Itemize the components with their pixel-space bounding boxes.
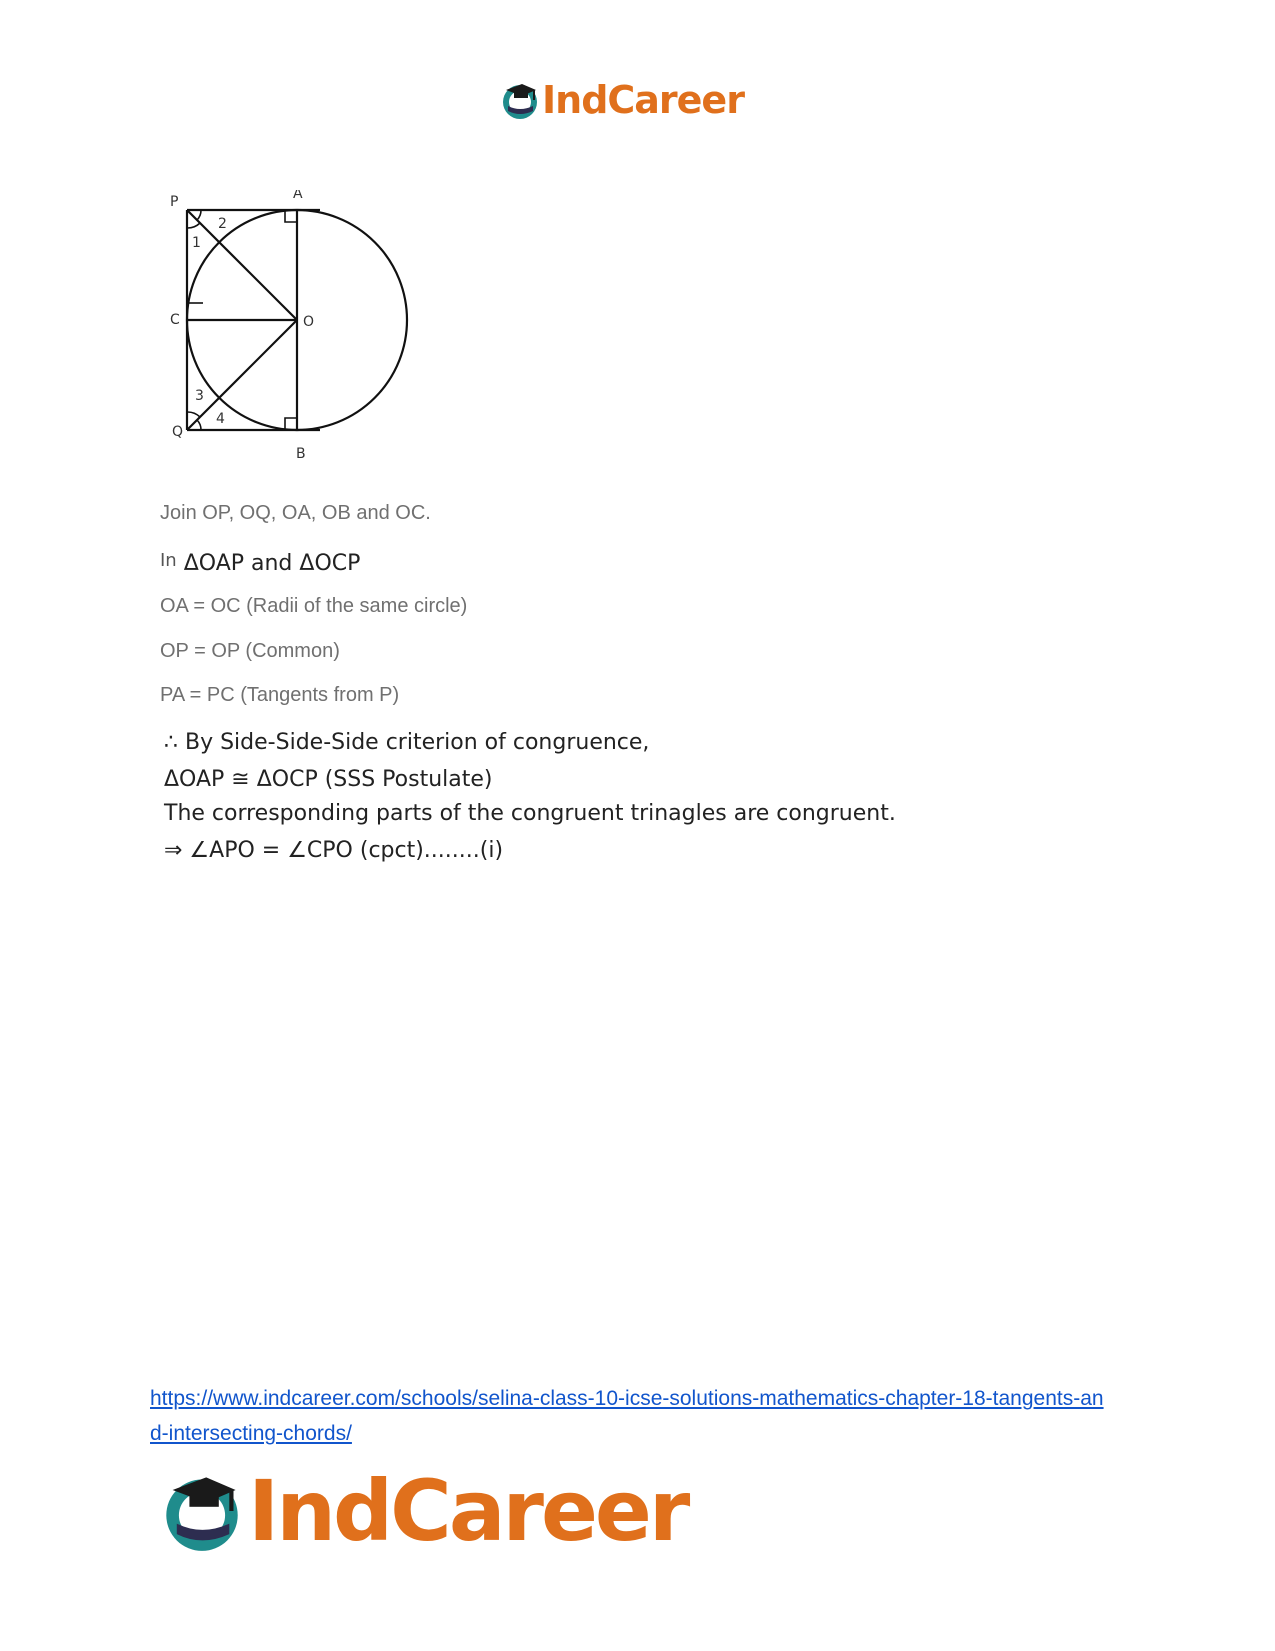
label-C: C [170, 312, 180, 328]
angle-arc-2 [197, 210, 201, 220]
right-angle-A [285, 210, 297, 222]
logo-wordmark: IndCareer [248, 1462, 688, 1560]
label-B: B [296, 446, 306, 462]
right-angle-B [285, 418, 297, 430]
label-angle-2: 2 [218, 216, 227, 232]
segment-OP [187, 210, 297, 320]
angle-arc-1 [187, 223, 200, 228]
proof-result: ⇒ ∠APO = ∠CPO (cpct)........(i) [164, 838, 504, 863]
label-angle-1: 1 [192, 235, 201, 251]
label-P: P [170, 194, 179, 210]
segment-OQ [187, 320, 297, 430]
label-angle-3: 3 [195, 388, 204, 404]
proof-step-1: OA = OC (Radii of the same circle) [160, 595, 468, 617]
proof-therefore: ∴ By Side-Side-Side criterion of congruence, [164, 730, 650, 755]
label-angle-4: 4 [216, 411, 225, 427]
angle-arc-4 [197, 420, 201, 430]
proof-in-prefix: In [160, 550, 177, 571]
graduation-cap-icon [160, 1469, 244, 1553]
circle-tangent-figure [170, 190, 430, 479]
source-url-link[interactable]: https://www.indcareer.com/schools/selina-class-10-icse-solutions-mathematics-chapter-18-tangents-and-intersecting-chords/ [150, 1387, 1104, 1445]
header-logo [500, 78, 744, 122]
label-A: A [293, 190, 303, 202]
proof-join-line: Join OP, OQ, OA, OB and OC. [160, 502, 431, 524]
figure-svg [170, 190, 430, 475]
proof-in-line [160, 550, 360, 576]
proof-corresponding: The corresponding parts of the congruent trinagles are congruent. [164, 801, 896, 826]
label-Q: Q [172, 424, 184, 440]
proof-in-triangles: ΔOAP and ΔOCP [183, 551, 361, 576]
angle-arc-3 [187, 412, 200, 417]
logo-wordmark: IndCareer [542, 78, 744, 122]
graduation-cap-icon [500, 80, 540, 120]
proof-congruent: ΔOAP ≅ ΔOCP (SSS Postulate) [164, 767, 493, 792]
proof-step-2: OP = OP (Common) [160, 640, 340, 662]
proof-step-3: PA = PC (Tangents from P) [160, 684, 400, 706]
footer-logo [160, 1462, 687, 1560]
label-O: O [303, 314, 315, 330]
